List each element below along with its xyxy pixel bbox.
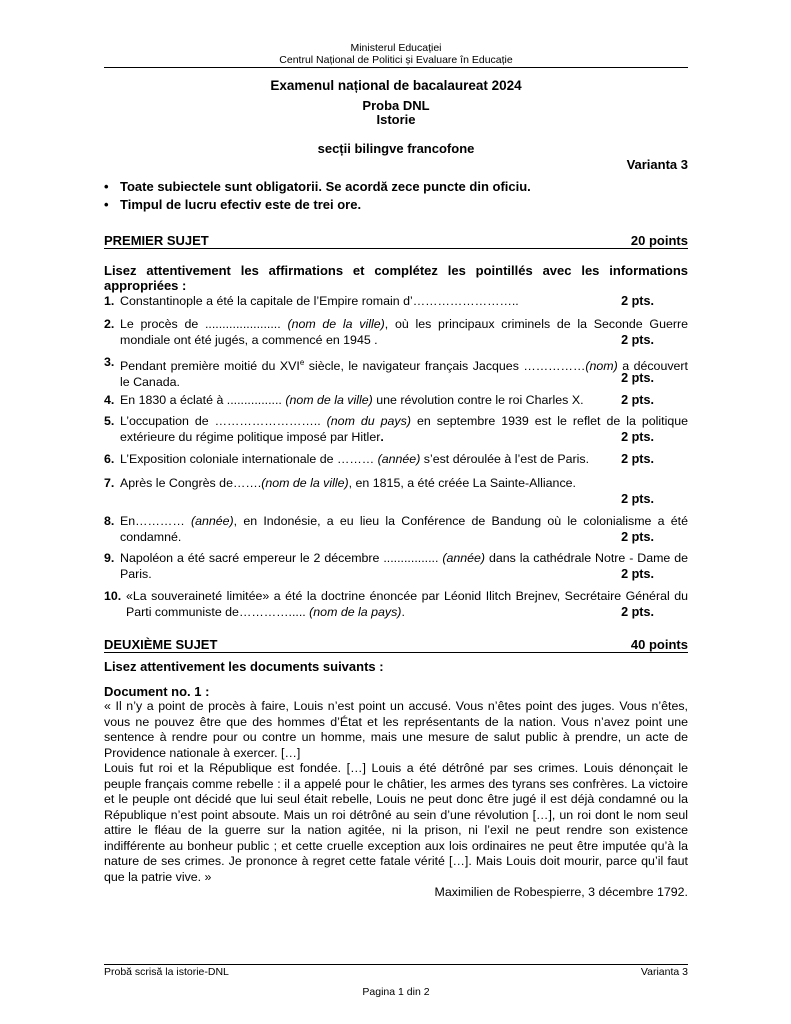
- item-text: siècle, le navigateur français Jacques ……………: [304, 359, 586, 374]
- sujet-1-instruction-line1: Lisez attentivement les affirmations et complétez les pointillés avec les informations: [104, 263, 688, 278]
- sujet-2-heading: [104, 637, 688, 653]
- item-number: 8.: [104, 514, 115, 528]
- sujet-1-heading: [104, 233, 688, 249]
- rule-2: [104, 197, 361, 212]
- item-7: [104, 476, 688, 506]
- item-hint: (nom de la ville): [261, 476, 349, 490]
- document-1-title: Document no. 1 :: [104, 684, 210, 699]
- variant-label: Varianta 3: [626, 157, 688, 172]
- page-number: Pagina 1 din 2: [362, 986, 430, 998]
- sujet-1-title: PREMIER SUJET: [104, 233, 209, 248]
- item-2: [104, 317, 688, 348]
- sujet-1-instruction-line2: appropriées :: [104, 278, 187, 293]
- item-hint: (nom): [585, 359, 618, 374]
- item-3: [104, 355, 688, 390]
- item-text: s’est déroulée à l’est de Paris.: [420, 452, 590, 466]
- item-hint: (nom de la pays): [309, 604, 402, 619]
- sujet-2-points: 40 points: [630, 637, 688, 652]
- item-text: en septembre 1939 est le reflet de la politique extérieure du régime politique imposé par Hitler: [120, 414, 689, 444]
- item-superscript: e: [299, 358, 305, 367]
- item-points: 2 pts.: [621, 332, 654, 347]
- item-text: L’Exposition coloniale internationale de ………: [120, 452, 378, 466]
- item-points: 2 pts.: [621, 429, 654, 444]
- item-points: 2 pts.: [621, 370, 654, 385]
- ministry-name: Ministerul Educației: [350, 42, 442, 54]
- item-text: .: [401, 604, 405, 619]
- item-10: [104, 589, 688, 620]
- item-hint: (nom de la ville): [287, 317, 385, 331]
- document-1-paragraph-2: Louis fut roi et la République est fondée. […] Louis a été détrôné par ses crimes. Louis dénonçait le peuple français comme rebelle : il a appelé pour le châtier, les armes des tyrans ses confrères. La victoire et le peuple ont décidé que lui seul était rebelle, Louis ne peut donc être jugé il est déjà condamné ou la République n’est point absoute. Mais un roi détrôné au sein d’une révolution […], un roi dont le nom seul attire le fléau de la guerre sur la nation agitée, ni la prison, ni l’exil ne peut rendre son existence indifférente au bonheur public ; et cette cruelle exception aux lois ordinaires ne peut être imputée qu’à la nature de ses crimes. Je prononce à regret cette fatale vérité […]. Mais Louis doit mourir, parce qu’il faut que la patrie vive. »: [104, 761, 688, 884]
- center-name: Centrul Național de Politici și Evaluare în Educație: [279, 54, 513, 66]
- bullet-icon: •: [104, 197, 109, 212]
- header-rule: [104, 67, 688, 68]
- footer-left: Probă scrisă la istorie-DNL: [104, 966, 229, 978]
- item-6: [104, 452, 688, 468]
- item-points: 2 pts.: [621, 604, 654, 619]
- item-hint: (nom de la ville): [285, 393, 373, 407]
- item-number: 7.: [104, 476, 115, 490]
- document-1-source: Maximilien de Robespierre, 3 décembre 1792.: [434, 885, 688, 899]
- item-text: L’occupation de ……………………..: [120, 414, 327, 428]
- item-text: .: [380, 429, 384, 444]
- item-points: 2 pts.: [621, 491, 654, 506]
- item-hint: (année): [190, 514, 234, 528]
- item-number: 3.: [104, 355, 115, 369]
- footer-right: Varianta 3: [640, 966, 688, 978]
- exam-title: Examenul național de bacalaureat 2024: [270, 78, 522, 93]
- item-text: Napoléon a été sacré empereur le 2 décembre ................: [120, 551, 443, 565]
- item-text: , en 1815, a été créée La Sainte-Alliance.: [348, 476, 576, 490]
- item-text: a découvert le Canada.: [120, 359, 688, 389]
- item-text: En…………: [120, 514, 191, 528]
- item-1: [104, 294, 688, 310]
- item-text: Constantinople a été la capitale de l’Empire romain d’……………………..: [120, 294, 519, 308]
- item-number: 1.: [104, 294, 115, 308]
- item-text: Après le Congrès de…….: [120, 476, 262, 490]
- sujet-2-instruction: Lisez attentivement les documents suivants :: [104, 659, 384, 674]
- item-text: Pendant première moitié du XVI: [120, 359, 300, 374]
- item-text: une révolution contre le roi Charles X.: [372, 393, 584, 407]
- item-text: Le procès de ......................: [120, 317, 288, 331]
- item-text: , où les principaux criminels de la Seconde Guerre mondiale ont été jugés, a commencé en 1945 .: [120, 317, 688, 347]
- item-points: 2 pts.: [621, 566, 654, 581]
- item-text: En 1830 a éclaté à ................: [120, 393, 286, 407]
- rule-2-text: Timpul de lucru efectiv este de trei ore.: [120, 197, 362, 212]
- proba-title: Proba DNL: [362, 98, 430, 113]
- item-9: [104, 551, 688, 582]
- item-text: , en Indonésie, a eu lieu la Conférence de Bandung où le colonialisme a été condamné.: [120, 514, 688, 544]
- item-hint: (année): [442, 551, 486, 565]
- item-number: 5.: [104, 414, 115, 428]
- item-text: dans la cathédrale Notre - Dame de Paris.: [120, 551, 688, 581]
- item-4: [104, 393, 688, 409]
- rule-1-text: Toate subiectele sunt obligatorii. Se acordă zece puncte din oficiu.: [120, 179, 531, 194]
- bullet-icon: •: [104, 179, 109, 194]
- sujet-2-title: DEUXIÈME SUJET: [104, 637, 218, 652]
- document-1-paragraph-1: « Il n’y a point de procès à faire, Louis n’est point un accusé. Vous n’êtes point des juges. Vous n’êtes, vous ne pouvez être que des hommes d’État et les représentants de la nation. Vous n’avez point une sentence à rendre pour ou contre un homme, mais une mesure de salut public à prendre, un acte de Providence nationale à exercer. […]: [104, 699, 688, 760]
- item-text: «La souveraineté limitée» a été la doctrine énoncée par Léonid Ilitch Brejnev, Secrétaire Général du Parti communiste de………….....: [126, 589, 688, 619]
- item-8: [104, 514, 688, 545]
- item-number: 6.: [104, 452, 115, 466]
- item-points: 2 pts.: [621, 452, 654, 466]
- subject-title: Istorie: [376, 112, 416, 127]
- sujet-1-points: 20 points: [630, 233, 688, 248]
- item-number: 4.: [104, 393, 115, 407]
- document-1-body: [104, 699, 688, 885]
- footer-rule: [104, 964, 688, 965]
- item-number: 9.: [104, 551, 115, 565]
- item-5: [104, 414, 688, 445]
- sections-title: secții bilingve francofone: [317, 141, 475, 156]
- rule-1: [104, 179, 531, 194]
- item-points: 2 pts.: [621, 294, 654, 308]
- item-hint: (année): [377, 452, 421, 466]
- item-number: 10.: [104, 589, 122, 603]
- item-number: 2.: [104, 317, 115, 331]
- item-hint: (nom du pays): [326, 414, 411, 428]
- item-points: 2 pts.: [621, 393, 654, 407]
- item-points: 2 pts.: [621, 529, 654, 544]
